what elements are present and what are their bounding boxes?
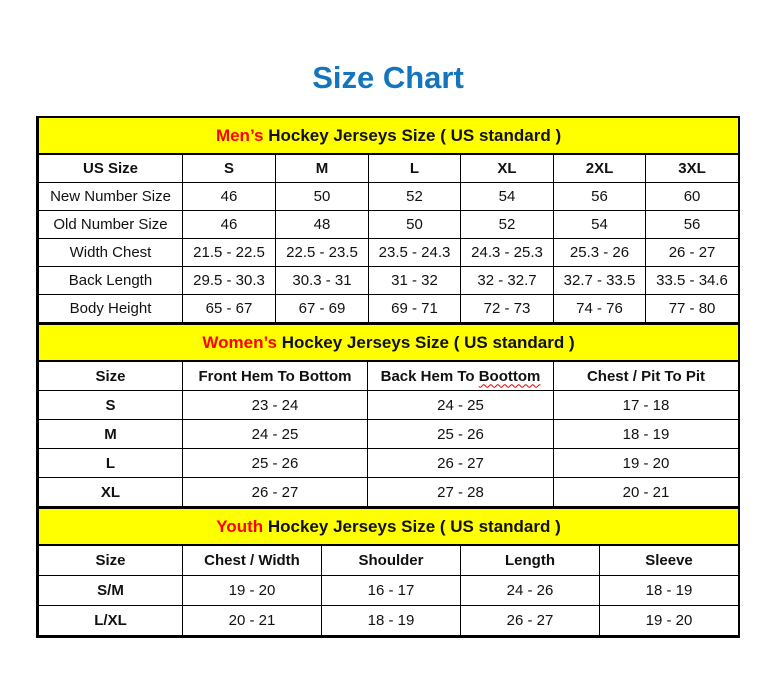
value-cell: 16 - 17: [322, 576, 461, 606]
value-cell: 54: [461, 183, 554, 211]
column-header-cell: Size: [39, 545, 183, 576]
table-row: [39, 576, 739, 606]
column-header-cell: L: [369, 154, 461, 183]
mens-header-row: [39, 154, 739, 183]
table-row: [39, 420, 739, 449]
column-header-cell: Size: [39, 361, 183, 391]
table-row: [39, 449, 739, 478]
value-cell: 24 - 25: [183, 420, 368, 449]
row-label-cell: Old Number Size: [39, 211, 183, 239]
value-cell: 60: [646, 183, 739, 211]
value-cell: 72 - 73: [461, 295, 554, 323]
value-cell: 26 - 27: [368, 449, 554, 478]
misspelled-word: Boottom: [478, 367, 541, 385]
value-cell: 50: [369, 211, 461, 239]
value-cell: 74 - 76: [554, 295, 646, 323]
value-cell: 20 - 21: [554, 478, 739, 507]
value-cell: 24 - 26: [461, 576, 600, 606]
row-label-cell: S/M: [39, 576, 183, 606]
value-cell: 23.5 - 24.3: [369, 239, 461, 267]
mens-section-title-rest: Hockey Jerseys Size ( US standard ): [263, 125, 562, 145]
value-cell: 77 - 80: [646, 295, 739, 323]
column-header-cell: Chest / Pit To Pit: [554, 361, 739, 391]
value-cell: 25.3 - 26: [554, 239, 646, 267]
value-cell: 24.3 - 25.3: [461, 239, 554, 267]
row-label-cell: Body Height: [39, 295, 183, 323]
table-row: [39, 391, 739, 420]
value-cell: 21.5 - 22.5: [183, 239, 276, 267]
value-cell: 22.5 - 23.5: [276, 239, 369, 267]
value-cell: 50: [276, 183, 369, 211]
column-header-cell: Shoulder: [322, 545, 461, 576]
table-row: [39, 211, 739, 239]
value-cell: 25 - 26: [368, 420, 554, 449]
value-cell: 30.3 - 31: [276, 267, 369, 295]
table-row: [39, 606, 739, 636]
row-label-cell: L: [39, 449, 183, 478]
column-header-cell: Chest / Width: [183, 545, 322, 576]
column-header-text: Back Hem To: [380, 367, 479, 385]
mens-section-band: [39, 118, 739, 154]
table-row: [39, 478, 739, 507]
youth-header-row: [39, 545, 739, 576]
value-cell: 25 - 26: [183, 449, 368, 478]
size-chart-tables: [36, 116, 740, 638]
column-header-cell: Sleeve: [600, 545, 739, 576]
column-header-cell: 2XL: [554, 154, 646, 183]
womens-section-title-accent: Women’s: [202, 332, 277, 352]
row-label-cell: L/XL: [39, 606, 183, 636]
womens-section-title: [39, 324, 739, 361]
youth-section-title: [39, 508, 739, 545]
mens-section-title: [39, 118, 739, 154]
youth-section-title-rest: Hockey Jerseys Size ( US standard ): [263, 516, 561, 536]
value-cell: 48: [276, 211, 369, 239]
column-header-cell: Front Hem To Bottom: [183, 361, 368, 391]
column-header-cell: M: [276, 154, 369, 183]
row-label-cell: S: [39, 391, 183, 420]
value-cell: 56: [646, 211, 739, 239]
row-label-cell: Back Length: [39, 267, 183, 295]
value-cell: 20 - 21: [183, 606, 322, 636]
value-cell: 67 - 69: [276, 295, 369, 323]
womens-header-row: [39, 361, 739, 391]
value-cell: 69 - 71: [369, 295, 461, 323]
row-label-cell: New Number Size: [39, 183, 183, 211]
value-cell: 18 - 19: [554, 420, 739, 449]
value-cell: 32.7 - 33.5: [554, 267, 646, 295]
column-header-cell: XL: [461, 154, 554, 183]
column-header-cell: [368, 361, 554, 391]
value-cell: 19 - 20: [554, 449, 739, 478]
value-cell: 26 - 27: [461, 606, 600, 636]
table-row: [39, 183, 739, 211]
value-cell: 24 - 25: [368, 391, 554, 420]
value-cell: 52: [369, 183, 461, 211]
womens-section-title-rest: Hockey Jerseys Size ( US standard ): [277, 332, 575, 352]
value-cell: 33.5 - 34.6: [646, 267, 739, 295]
value-cell: 32 - 32.7: [461, 267, 554, 295]
womens-section-band: [39, 324, 739, 361]
value-cell: 29.5 - 30.3: [183, 267, 276, 295]
value-cell: 19 - 20: [183, 576, 322, 606]
value-cell: 46: [183, 183, 276, 211]
value-cell: 26 - 27: [183, 478, 368, 507]
table-row: [39, 295, 739, 323]
value-cell: 46: [183, 211, 276, 239]
column-header-cell: 3XL: [646, 154, 739, 183]
value-cell: 54: [554, 211, 646, 239]
youth-section-band: [39, 508, 739, 545]
page-title: Size Chart: [312, 60, 464, 95]
value-cell: 18 - 19: [322, 606, 461, 636]
row-label-cell: XL: [39, 478, 183, 507]
row-label-cell: M: [39, 420, 183, 449]
mens-size-table: [38, 118, 739, 323]
womens-size-table: [38, 323, 739, 507]
value-cell: 17 - 18: [554, 391, 739, 420]
column-header-cell: S: [183, 154, 276, 183]
value-cell: 65 - 67: [183, 295, 276, 323]
value-cell: 26 - 27: [646, 239, 739, 267]
table-row: [39, 267, 739, 295]
youth-section-title-accent: Youth: [216, 516, 264, 536]
value-cell: 52: [461, 211, 554, 239]
value-cell: 31 - 32: [369, 267, 461, 295]
value-cell: 27 - 28: [368, 478, 554, 507]
value-cell: 19 - 20: [600, 606, 739, 636]
mens-section-title-accent: Men’s: [215, 125, 264, 145]
column-header-cell: US Size: [39, 154, 183, 183]
value-cell: 56: [554, 183, 646, 211]
column-header-cell: Length: [461, 545, 600, 576]
value-cell: 23 - 24: [183, 391, 368, 420]
youth-size-table: [38, 507, 739, 636]
value-cell: 18 - 19: [600, 576, 739, 606]
table-row: [39, 239, 739, 267]
row-label-cell: Width Chest: [39, 239, 183, 267]
